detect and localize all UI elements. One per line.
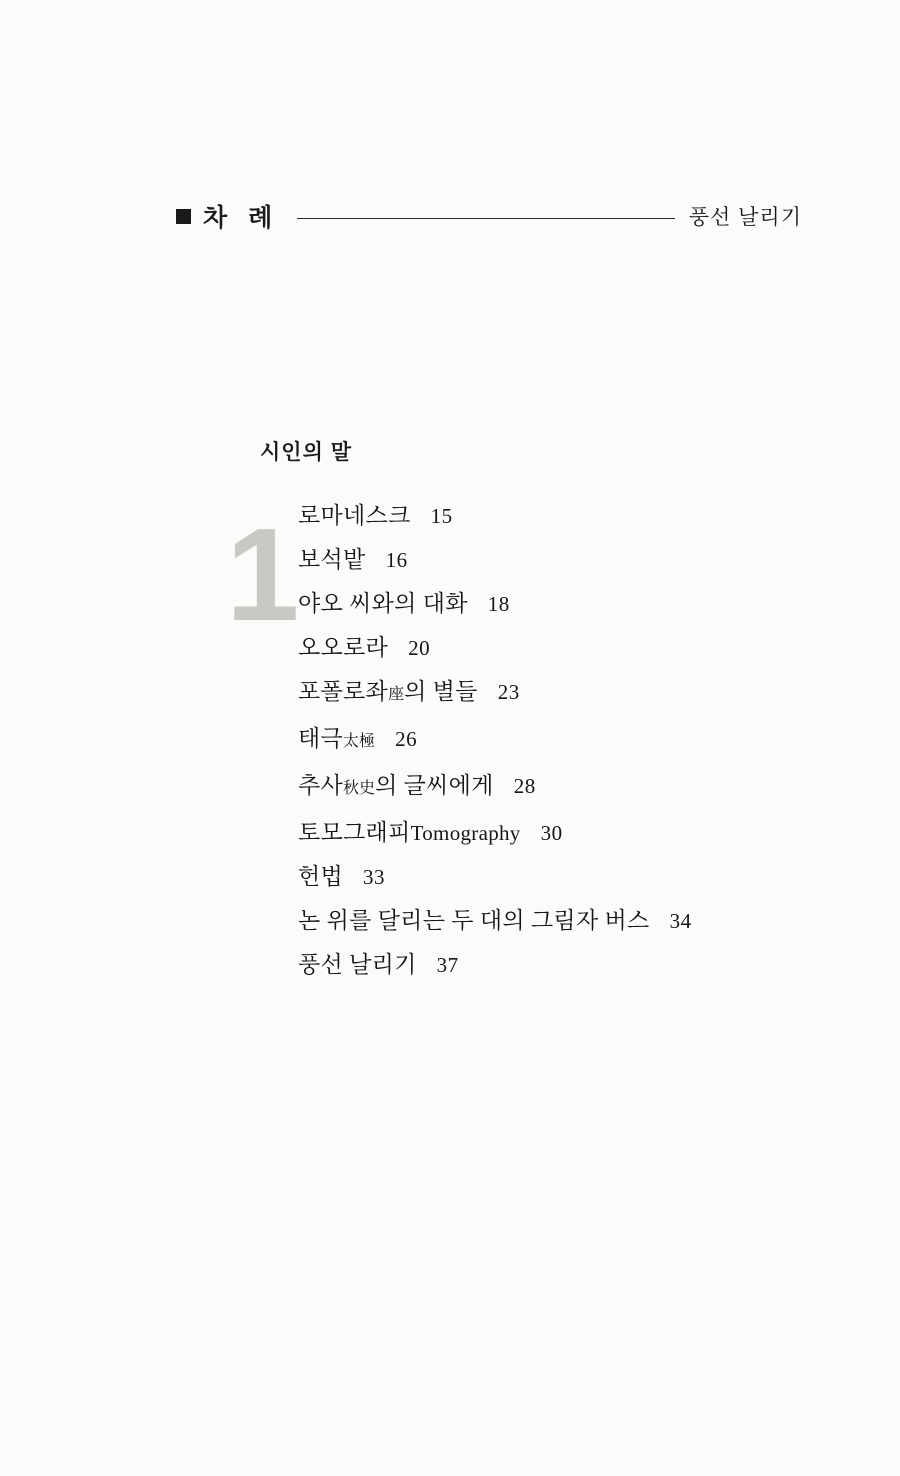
entry-title: 추사 [298,773,344,798]
list-item[interactable] [298,855,856,899]
entry-latin: Tomography [410,821,521,845]
entry-page: 37 [436,953,459,977]
list-item[interactable] [298,494,856,538]
list-item[interactable] [298,538,856,582]
entry-page: 30 [540,821,563,845]
entry-page: 23 [497,680,520,704]
entry-title: 태극 [298,726,344,751]
header-divider [297,218,674,219]
entry-page: 28 [513,774,536,798]
list-item[interactable] [298,899,856,943]
square-bullet-icon [176,209,191,224]
toc-section-1 [226,494,856,987]
list-item[interactable] [298,764,856,811]
preface-entry: 시인의 말 [260,441,352,464]
entry-page: 26 [395,727,418,751]
list-item[interactable] [298,717,856,764]
book-title: 풍선 날리기 [688,206,802,229]
entry-suffix: 의 별들 [404,679,478,704]
entry-hanja: 太極 [343,733,376,750]
entry-title: 논 위를 달리는 두 대의 그림자 버스 [298,908,650,933]
entry-title: 야오 씨와의 대화 [298,591,468,616]
entry-page: 16 [385,548,408,572]
table-of-contents [226,436,856,987]
section-number: 1 [226,501,300,648]
list-item[interactable] [298,811,856,855]
entry-page: 33 [363,865,386,889]
list-item[interactable] [298,582,856,626]
entry-title: 로마네스크 [298,503,411,528]
entry-page: 15 [430,504,453,528]
entry-title: 토모그래피 [298,820,411,845]
entry-hanja: 秋史 [343,780,376,797]
entry-title: 오오로라 [298,635,389,660]
entry-page: 20 [408,636,431,660]
toc-entry-list [298,494,856,987]
list-item[interactable] [298,943,856,987]
entry-hanja: 座 [388,686,405,703]
entry-page: 18 [487,592,510,616]
entry-title: 헌법 [298,864,344,889]
list-item[interactable] [298,626,856,670]
page-title: 차 례 [203,204,280,232]
entry-title: 풍선 날리기 [298,952,417,977]
entry-page: 34 [669,909,692,933]
entry-title: 보석밭 [298,547,366,572]
list-item[interactable] [298,670,856,717]
entry-suffix: 의 글씨에게 [375,773,494,798]
page-header [176,196,802,236]
entry-title: 포폴로좌 [298,679,389,704]
